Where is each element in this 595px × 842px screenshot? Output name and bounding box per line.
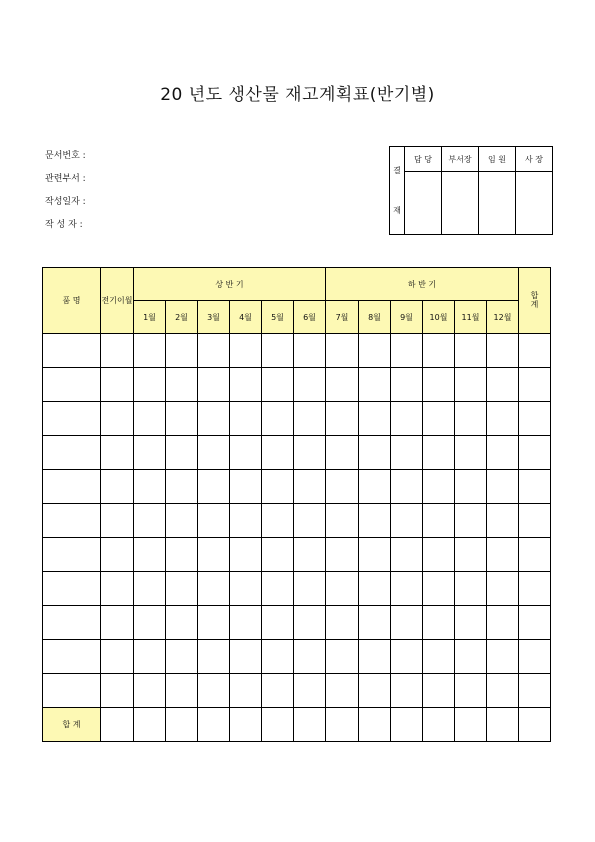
- table-cell[interactable]: [519, 334, 551, 368]
- table-cell[interactable]: [101, 538, 134, 572]
- table-cell[interactable]: [294, 436, 326, 470]
- table-cell[interactable]: [391, 572, 423, 606]
- table-cell[interactable]: [43, 402, 101, 436]
- table-cell[interactable]: [101, 470, 134, 504]
- table-cell[interactable]: [519, 640, 551, 674]
- date-label: 작성일자 :: [45, 197, 86, 207]
- table-cell[interactable]: [423, 674, 455, 708]
- table-cell[interactable]: [391, 708, 423, 742]
- table-cell[interactable]: [43, 640, 101, 674]
- table-cell[interactable]: [326, 606, 359, 640]
- table-cell[interactable]: [455, 640, 487, 674]
- table-cell[interactable]: [166, 640, 198, 674]
- table-cell[interactable]: [519, 572, 551, 606]
- table-cell[interactable]: [134, 606, 166, 640]
- table-cell[interactable]: [391, 606, 423, 640]
- sum-row: [43, 708, 551, 742]
- month-header: 8월: [359, 301, 391, 334]
- table-cell[interactable]: [134, 334, 166, 368]
- table-cell[interactable]: [487, 674, 519, 708]
- table-cell[interactable]: [326, 368, 359, 402]
- table-cell[interactable]: [262, 640, 294, 674]
- table-cell[interactable]: [455, 402, 487, 436]
- table-cell[interactable]: [134, 572, 166, 606]
- table-cell[interactable]: [101, 708, 134, 742]
- table-cell[interactable]: [326, 674, 359, 708]
- table-cell[interactable]: [262, 470, 294, 504]
- table-cell[interactable]: [359, 402, 391, 436]
- table-cell[interactable]: [166, 606, 198, 640]
- table-cell[interactable]: [262, 708, 294, 742]
- table-cell[interactable]: [43, 538, 101, 572]
- table-cell[interactable]: [230, 674, 262, 708]
- table-cell[interactable]: [101, 368, 134, 402]
- table-row: [43, 640, 551, 674]
- table-cell[interactable]: [326, 402, 359, 436]
- approval-sign-box[interactable]: [405, 172, 442, 235]
- table-cell[interactable]: [134, 470, 166, 504]
- table-cell[interactable]: [198, 436, 230, 470]
- month-header: 3월: [198, 301, 230, 334]
- table-cell[interactable]: [519, 674, 551, 708]
- table-cell[interactable]: [230, 708, 262, 742]
- table-cell[interactable]: [43, 334, 101, 368]
- table-cell[interactable]: [487, 504, 519, 538]
- table-cell[interactable]: [43, 674, 101, 708]
- table-cell[interactable]: [230, 606, 262, 640]
- table-cell[interactable]: [455, 368, 487, 402]
- table-cell[interactable]: [101, 674, 134, 708]
- table-cell[interactable]: [230, 572, 262, 606]
- header-second-half: 하 반 기: [326, 268, 519, 301]
- table-cell[interactable]: [391, 436, 423, 470]
- table-cell[interactable]: [262, 504, 294, 538]
- table-cell[interactable]: [455, 436, 487, 470]
- table-cell[interactable]: [455, 606, 487, 640]
- inventory-table: [42, 267, 551, 742]
- table-cell[interactable]: [294, 334, 326, 368]
- department-label: 관련부서 :: [45, 174, 86, 184]
- table-cell[interactable]: [134, 708, 166, 742]
- table-cell[interactable]: [423, 334, 455, 368]
- approval-header-staff: 담 당: [405, 147, 442, 172]
- table-row: [43, 368, 551, 402]
- month-header: 1월: [134, 301, 166, 334]
- table-cell[interactable]: [230, 402, 262, 436]
- table-cell[interactable]: [455, 708, 487, 742]
- approval-sign-box[interactable]: [442, 172, 479, 235]
- month-header: 5월: [262, 301, 294, 334]
- table-cell[interactable]: [262, 368, 294, 402]
- table-cell[interactable]: [487, 368, 519, 402]
- table-cell[interactable]: [519, 436, 551, 470]
- table-cell[interactable]: [230, 470, 262, 504]
- table-cell[interactable]: [391, 640, 423, 674]
- month-header: 11월: [455, 301, 487, 334]
- table-cell[interactable]: [487, 708, 519, 742]
- table-row: [43, 334, 551, 368]
- approval-header-manager: 부서장: [442, 147, 479, 172]
- table-cell[interactable]: [43, 470, 101, 504]
- table-cell[interactable]: [262, 606, 294, 640]
- table-cell[interactable]: [134, 402, 166, 436]
- table-cell[interactable]: [487, 606, 519, 640]
- table-cell[interactable]: [198, 368, 230, 402]
- table-cell[interactable]: [359, 674, 391, 708]
- table-cell[interactable]: [487, 436, 519, 470]
- table-cell[interactable]: [487, 470, 519, 504]
- table-cell[interactable]: [359, 436, 391, 470]
- approval-sign-box[interactable]: [516, 172, 553, 235]
- approval-sign-box[interactable]: [479, 172, 516, 235]
- table-cell[interactable]: [198, 674, 230, 708]
- table-cell[interactable]: [262, 674, 294, 708]
- table-cell[interactable]: [423, 708, 455, 742]
- table-cell[interactable]: [391, 674, 423, 708]
- month-header: 12월: [487, 301, 519, 334]
- table-row: [43, 572, 551, 606]
- table-cell[interactable]: [455, 674, 487, 708]
- table-cell[interactable]: [487, 640, 519, 674]
- table-cell[interactable]: [423, 538, 455, 572]
- table-cell[interactable]: [134, 368, 166, 402]
- document-meta: [45, 150, 86, 242]
- table-cell[interactable]: [326, 538, 359, 572]
- table-cell[interactable]: [423, 470, 455, 504]
- table-cell[interactable]: [134, 538, 166, 572]
- table-cell[interactable]: [294, 640, 326, 674]
- table-cell[interactable]: [326, 640, 359, 674]
- table-cell[interactable]: [134, 674, 166, 708]
- table-cell[interactable]: [487, 334, 519, 368]
- table-cell[interactable]: [455, 504, 487, 538]
- header-total: 합계: [519, 268, 551, 334]
- table-cell[interactable]: [326, 572, 359, 606]
- table-cell[interactable]: [230, 640, 262, 674]
- table-cell[interactable]: [423, 504, 455, 538]
- table-cell[interactable]: [134, 504, 166, 538]
- table-cell[interactable]: [487, 402, 519, 436]
- month-header: 2월: [166, 301, 198, 334]
- table-cell[interactable]: [198, 640, 230, 674]
- table-cell[interactable]: [326, 708, 359, 742]
- table-cell[interactable]: [519, 606, 551, 640]
- table-cell[interactable]: [487, 538, 519, 572]
- table-cell[interactable]: [101, 572, 134, 606]
- table-cell[interactable]: [326, 470, 359, 504]
- table-row: [43, 606, 551, 640]
- doc-number-label: 문서번호 :: [45, 151, 86, 161]
- table-cell[interactable]: [391, 538, 423, 572]
- approval-header-president: 사 장: [516, 147, 553, 172]
- table-cell[interactable]: [198, 572, 230, 606]
- table-row: [43, 504, 551, 538]
- table-cell[interactable]: [359, 708, 391, 742]
- table-cell[interactable]: [455, 470, 487, 504]
- table-cell[interactable]: [519, 368, 551, 402]
- table-cell[interactable]: [359, 368, 391, 402]
- table-cell[interactable]: [43, 436, 101, 470]
- table-cell[interactable]: [230, 436, 262, 470]
- table-cell[interactable]: [519, 470, 551, 504]
- table-cell[interactable]: [294, 708, 326, 742]
- table-cell[interactable]: [519, 538, 551, 572]
- month-header: 4월: [230, 301, 262, 334]
- table-cell[interactable]: [198, 538, 230, 572]
- table-cell[interactable]: [101, 640, 134, 674]
- table-cell[interactable]: [166, 470, 198, 504]
- table-cell[interactable]: [359, 334, 391, 368]
- table-cell[interactable]: [166, 504, 198, 538]
- month-header: 7월: [326, 301, 359, 334]
- table-cell[interactable]: [359, 640, 391, 674]
- table-cell[interactable]: [359, 504, 391, 538]
- table-cell[interactable]: [166, 674, 198, 708]
- table-cell[interactable]: [198, 504, 230, 538]
- table-cell[interactable]: [166, 538, 198, 572]
- table-cell[interactable]: [294, 572, 326, 606]
- author-label: 작 성 자 :: [45, 220, 83, 230]
- table-cell[interactable]: [101, 436, 134, 470]
- table-cell[interactable]: [166, 402, 198, 436]
- table-cell[interactable]: [326, 504, 359, 538]
- table-cell[interactable]: [198, 334, 230, 368]
- table-cell[interactable]: [294, 368, 326, 402]
- table-cell[interactable]: [43, 572, 101, 606]
- table-cell[interactable]: [391, 470, 423, 504]
- header-first-half: 상 반 기: [134, 268, 326, 301]
- table-cell[interactable]: [134, 640, 166, 674]
- table-cell[interactable]: [166, 368, 198, 402]
- table-cell[interactable]: [294, 538, 326, 572]
- table-cell[interactable]: [519, 402, 551, 436]
- table-cell[interactable]: [43, 368, 101, 402]
- table-cell[interactable]: [294, 606, 326, 640]
- table-cell[interactable]: [359, 572, 391, 606]
- table-cell[interactable]: [519, 504, 551, 538]
- table-cell[interactable]: [166, 436, 198, 470]
- table-cell[interactable]: [391, 368, 423, 402]
- table-cell[interactable]: [455, 334, 487, 368]
- approval-header-executive: 임 원: [479, 147, 516, 172]
- table-row: [43, 402, 551, 436]
- page-title: 20 년도 생산물 재고계획표(반기별): [160, 85, 435, 105]
- table-cell[interactable]: [198, 606, 230, 640]
- table-cell[interactable]: [423, 572, 455, 606]
- sum-label: 합 계: [43, 708, 101, 742]
- header-item: 품 명: [43, 268, 101, 334]
- table-cell[interactable]: [262, 572, 294, 606]
- table-cell[interactable]: [423, 402, 455, 436]
- table-cell[interactable]: [198, 470, 230, 504]
- month-header: 6월: [294, 301, 326, 334]
- table-cell[interactable]: [294, 402, 326, 436]
- table-cell[interactable]: [326, 436, 359, 470]
- table-cell[interactable]: [166, 708, 198, 742]
- approval-side-label: 결 재: [390, 147, 405, 235]
- table-cell[interactable]: [423, 368, 455, 402]
- table-cell[interactable]: [230, 504, 262, 538]
- table-cell[interactable]: [43, 606, 101, 640]
- table-cell[interactable]: [391, 402, 423, 436]
- table-cell[interactable]: [101, 334, 134, 368]
- table-cell[interactable]: [230, 334, 262, 368]
- table-cell[interactable]: [198, 402, 230, 436]
- month-header: 10월: [423, 301, 455, 334]
- approval-box: [389, 146, 553, 235]
- table-cell[interactable]: [101, 606, 134, 640]
- table-cell[interactable]: [359, 538, 391, 572]
- table-cell[interactable]: [294, 470, 326, 504]
- table-cell[interactable]: [423, 640, 455, 674]
- table-row: [43, 470, 551, 504]
- table-cell[interactable]: [43, 504, 101, 538]
- table-cell[interactable]: [359, 470, 391, 504]
- table-cell[interactable]: [326, 334, 359, 368]
- table-cell[interactable]: [134, 436, 166, 470]
- table-cell[interactable]: [391, 504, 423, 538]
- table-cell[interactable]: [262, 538, 294, 572]
- table-cell[interactable]: [423, 436, 455, 470]
- table-cell[interactable]: [423, 606, 455, 640]
- table-cell[interactable]: [487, 572, 519, 606]
- table-cell[interactable]: [230, 368, 262, 402]
- table-cell[interactable]: [455, 538, 487, 572]
- table-cell[interactable]: [262, 436, 294, 470]
- table-cell[interactable]: [294, 674, 326, 708]
- table-cell[interactable]: [198, 708, 230, 742]
- table-cell[interactable]: [101, 504, 134, 538]
- table-cell[interactable]: [262, 402, 294, 436]
- month-header: 9월: [391, 301, 423, 334]
- header-carryover: 전기이월: [101, 268, 134, 334]
- table-row: [43, 538, 551, 572]
- table-cell[interactable]: [166, 334, 198, 368]
- table-cell[interactable]: [455, 572, 487, 606]
- table-cell[interactable]: [230, 538, 262, 572]
- table-cell[interactable]: [294, 504, 326, 538]
- table-row: [43, 436, 551, 470]
- table-cell[interactable]: [101, 402, 134, 436]
- table-cell[interactable]: [166, 572, 198, 606]
- table-row: [43, 674, 551, 708]
- table-cell[interactable]: [359, 606, 391, 640]
- table-cell[interactable]: [262, 334, 294, 368]
- table-cell[interactable]: [519, 708, 551, 742]
- table-cell[interactable]: [391, 334, 423, 368]
